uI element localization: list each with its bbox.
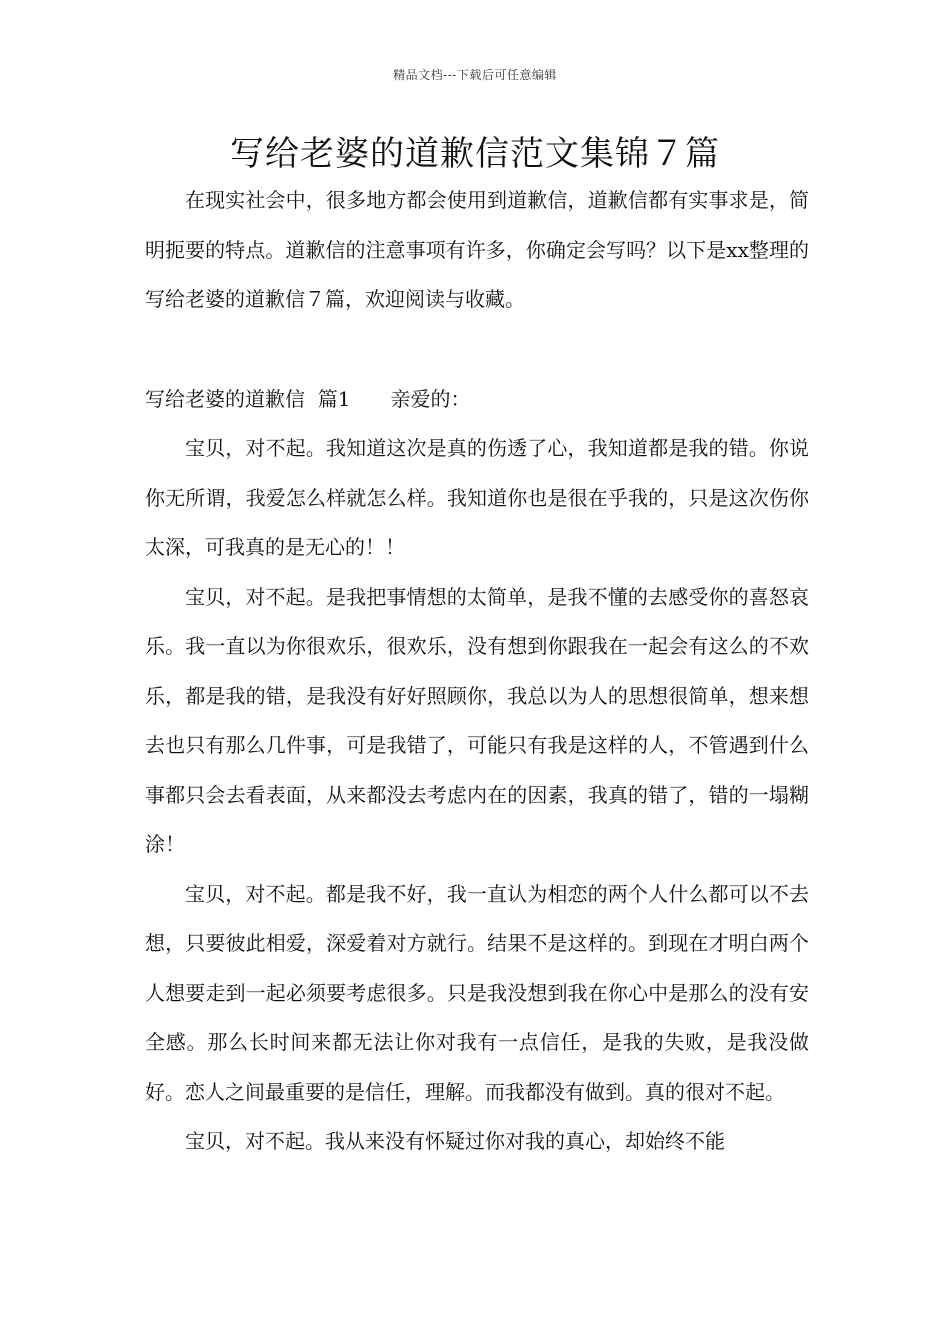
body-paragraph-4: 宝贝，对不起。我从来没有怀疑过你对我的真心，却始终不能 xyxy=(185,1129,725,1153)
section-heading-line xyxy=(145,375,809,425)
intro-paragraph: 在现实社会中，很多地方都会使用到道歉信，道歉信都有实事求是，简明扼要的特点。道歉信的注意事项有许多，你确定会写吗？以下是xx整理的写给老婆的道歉信７篇，欢迎阅读与收藏。 xyxy=(145,188,809,311)
section-heading: 写给老婆的道歉信 篇1 xyxy=(145,386,351,411)
document-body xyxy=(145,176,809,1167)
body-paragraph-3: 宝贝，对不起。都是我不好，我一直认为相恋的两个人什么都可以不去想，只要彼此相爱，深爱着对方就行。结果不是这样的。到现在才明白两个人想要走到一起必须要考虑很多。只是我没想到我在你心中是那么的没有安全感。那么长时间来都无法让你对我有一点信任，是我的失败，是我没做好。恋人之间最重要的是信任，理解。而我都没有做到。真的很对不起。 xyxy=(145,881,809,1104)
spacer xyxy=(145,325,809,375)
body-paragraph-1: 宝贝，对不起。我知道这次是真的伤透了心，我知道都是我的错。你说你无所谓，我爱怎么样就怎么样。我知道你也是很在乎我的，只是这次伤你太深，可我真的是无心的！！ xyxy=(145,436,809,559)
greeting: 亲爱的： xyxy=(390,386,471,411)
header-note: 精品文档---下载后可任意编辑 xyxy=(393,68,557,82)
page-title: 写给老婆的道歉信范文集锦７篇 xyxy=(230,134,720,174)
body-paragraph-2: 宝贝，对不起。是我把事情想的太简单，是我不懂的去感受你的喜怒哀乐。我一直以为你很欢乐，很欢乐，没有想到你跟我在一起会有这么的不欢乐，都是我的错，是我没有好好照顾你，我总以为人的思想很简单，想来想去也只有那么几件事，可是我错了，可能只有我是这样的人，不管遇到什么事都只会去看表面，从来都没去考虑内在的因素，我真的错了，错的一塌糊涂！ xyxy=(145,584,809,856)
